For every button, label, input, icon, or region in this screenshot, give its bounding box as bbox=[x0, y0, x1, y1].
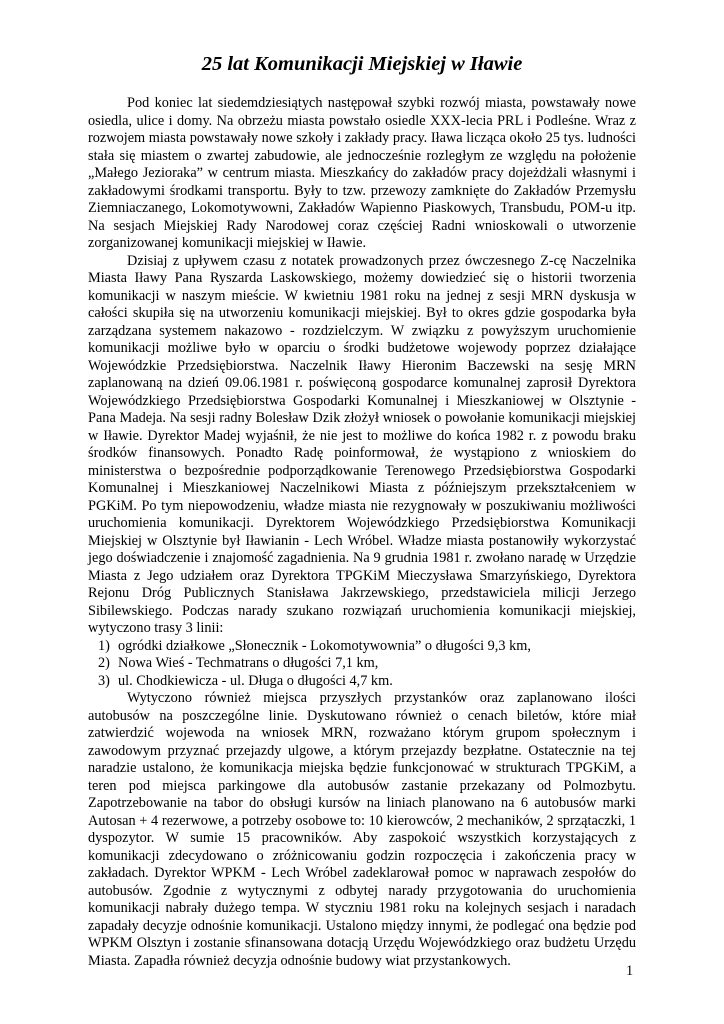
route-text: ul. Chodkiewicza - ul. Długa o długości 4,7 km. bbox=[118, 672, 393, 689]
route-item bbox=[88, 655, 636, 673]
route-number: 1) bbox=[98, 637, 110, 654]
page-number: 1 bbox=[626, 963, 634, 979]
route-number: 2) bbox=[98, 655, 110, 671]
route-text: ogródki działkowe „Słonecznik - Lokomotywownia” o długości 9,3 km, bbox=[118, 637, 531, 654]
document-title: 25 lat Komunikacji Miejskiej w Iławie bbox=[201, 53, 523, 75]
paragraph-planning: Wytyczono również miejsca przyszłych przystanków oraz zaplanowano ilości autobusów na poszczególne linie. Dyskutowano również o cenach biletów, które miał zatwierdzić wojewoda na wniosek MRN, rozważano którym grupom społecznym i zawodowym przyznać przejazdy ulgowe, a którym przejazdy bezpłatne. Ostatecznie na tej naradzie ustalono, że komunikacja miejska będzie funkcjonować w strukturach TPGKiM, a teren pod miejsca parkingowe dla autobusów zastanie przekazany od Polmozbytu. Zapotrzebowanie na tabor do obsługi kursów na liniach planowano na 6 autobusów marki Autosan + 4 rezerwowe, a potrzeby osobowe to: 10 kierowców, 2 mechaników, 2 sprzątaczki, 1 dyspozytor. W sumie 15 pracowników. Aby zaspokoić wszystkich korzystających z komunikacji zdecydowano o zróżnicowaniu godzin rozpoczęcia i zakończenia pracy w zakładach. Dyrektor WPKM - Lech Wróbel zadeklarował pomoc w naprawach zespołów do autobusów. Zgodnie z wytycznymi z odbytej narady przygotowania do uruchomienia komunikacji nabrały dużego tempa. W styczniu 1981 roku na kolejnych sesjach i naradach zapadały decyzje odnośnie komunikacji. Ustalono między innymi, że podlegać ona będzie pod WPKM Olsztyn i zostanie sfinansowana dotacją Urzędu Wojewódzkiego oraz budżetu Urzędu Miasta. Zapadła również decyzja odnośnie budowy wiat przystankowych. bbox=[88, 690, 636, 969]
route-number: 3) bbox=[98, 672, 110, 689]
route-item bbox=[88, 638, 636, 656]
document-page bbox=[88, 52, 636, 970]
paragraph-history: Dzisiaj z upływem czasu z notatek prowadzonych przez ówczesnego Z-cę Naczelnika Miasta Iławy Pana Ryszarda Laskowskiego, możemy dowiedzieć się o historii tworzenia komunikacji w naszym mieście. W kwietniu 1981 roku na jednej z sesji MRN dyskusja w całości skupiła się na utworzeniu komunikacji miejskiej. Był to okres gdzie gospodarka była zarządzana systemem nakazowo - rozdzielczym. W związku z powyższym uruchomienie komunikacji możliwe było w oparciu o środki budżetowe wojewody poprzez działające Wojewódzkie Przedsiębiorstwa. Naczelnik Iławy Hieronim Baczewski na sesję MRN zaplanowaną na dzień 09.06.1981 r. poświęconą gospodarce komunalnej zaprosił Dyrektora Wojewódzkiego Przedsiębiorstwa Gospodarki Komunalnej i Mieszkaniowej w Olsztynie - Pana Madeja. Na sesji radny Bolesław Dzik złożył wniosek o powołanie komunikacji miejskiej w Iławie. Dyrektor Madej wyjaśnił, że nie jest to możliwe do końca 1982 r. z powodu braku środków finansowych. Ponadto Radę poinformował, że wystąpiono z wnioskiem do ministerstwa o bezpośrednie podporządkowanie Terenowego Przedsiębiorstwa Gospodarki Komunalnej i Mieszkaniowej Naczelnikowi Miasta z późniejszym przekształceniem w PGKiM. Po tym niepowodzeniu, władze miasta nie rezygnowały w poszukiwaniu możliwości uruchomienia komunikacji. Dyrektorem Wojewódzkiego Przedsiębiorstwa Komunikacji Miejskiej w Olsztynie był Iławianin - Lech Wróbel. Władze miasta postanowiły wykorzystać jego doświadczenie i znajomość zagadnienia. Na 9 grudnia 1981 r. zwołano naradę w Urzędzie Miasta z Jego udziałem oraz Dyrektora TPGKiM Mieczysława Smarzyńskiego, Dyrektora Rejonu Dróg Publicznych Stanisława Jakrzewskiego, przedstawiciela milicji Jerzego Sibilewskiego. Podczas narady szukano rozwiązań uruchomienia komunikacji miejskiej, wytyczono trasy 3 linii: bbox=[88, 252, 636, 636]
route-item bbox=[88, 673, 636, 691]
paragraph-intro: Pod koniec lat siedemdziesiątych następował szybki rozwój miasta, powstawały nowe osiedla, ulice i domy. Na obrzeżu miasta powstało osiedle XXX-lecia PRL i Podleśne. Wraz z rozwojem miasta powstawały nowe szkoły i zakłady pracy. Iława licząca około 25 tys. ludności stała się miastem o zwartej zabudowie, ale jednocześnie rozległym ze względu na położenie „Małego Jezioraka” w centrum miasta. Mieszkańcy do zakładów pracy dojeżdżali własnymi i zakładowymi środkami transportu. Były to tzw. przewozy zamknięte do Zakładów Przemysłu Ziemniaczanego, Lokomotywowni, Zakładów Wapienno Piaskowych, Transbudu, POM-u itp. Na sesjach Miejskiej Rady Narodowej coraz częściej Radni wnioskowali o utworzenie zorganizowanej komunikacji miejskiej w Iławie. bbox=[88, 95, 636, 251]
route-text: Nowa Wieś - Techmatrans o długości 7,1 km, bbox=[118, 655, 379, 671]
routes-list bbox=[88, 638, 636, 691]
